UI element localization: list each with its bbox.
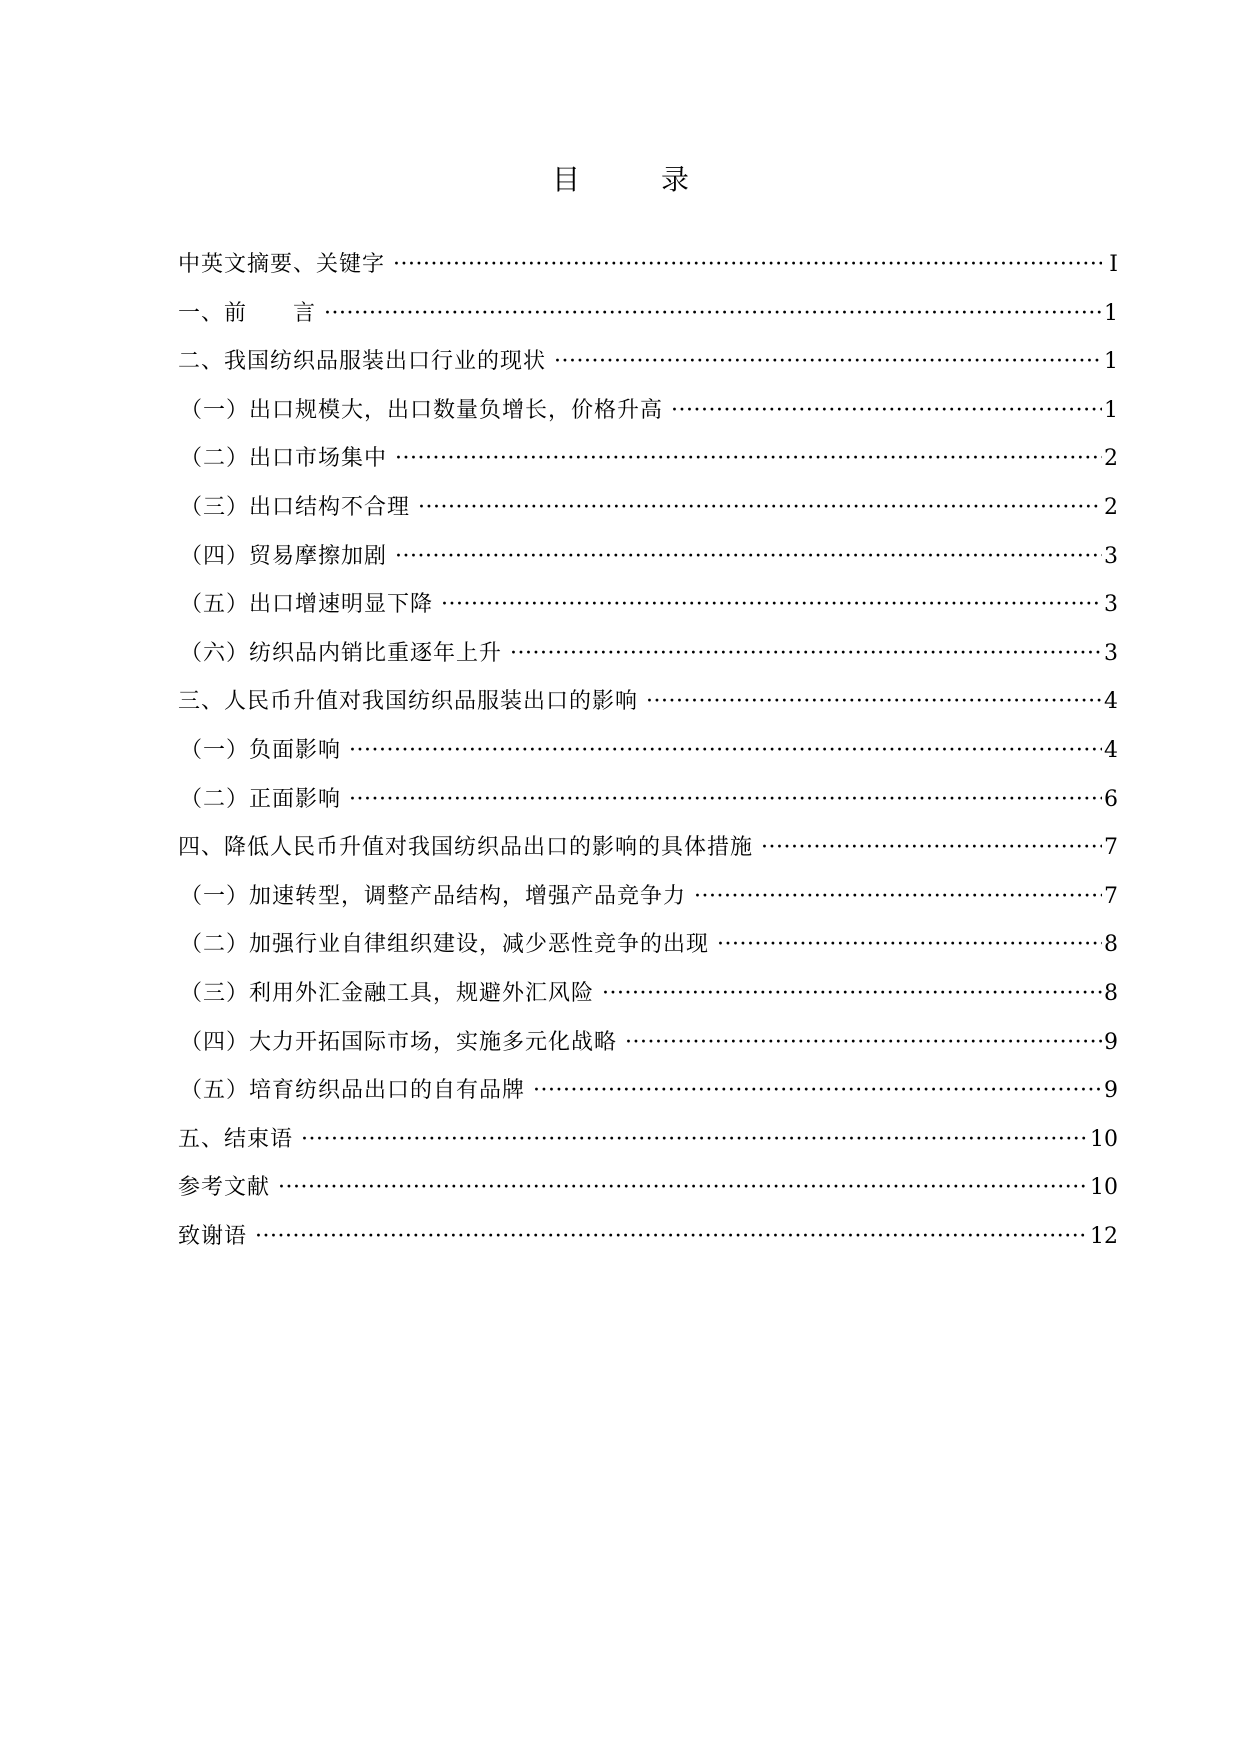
toc-entry-page: 7 — [1104, 835, 1118, 861]
toc-entry-page: 1 — [1104, 397, 1118, 423]
toc-entry-page: I — [1109, 252, 1118, 277]
toc-entry-page: 10 — [1090, 1126, 1118, 1152]
toc-leader-dots — [393, 250, 1102, 280]
toc-entry-section-4-3[interactable] — [178, 979, 1118, 1028]
toc-leader-dots — [671, 396, 1102, 426]
toc-entry-page: 4 — [1104, 689, 1118, 715]
toc-entry-section-4-1[interactable] — [178, 882, 1118, 931]
toc-entry-section-4[interactable] — [178, 833, 1118, 882]
toc-entry-section-3-1[interactable] — [178, 736, 1118, 785]
toc-entry-page: 8 — [1104, 980, 1118, 1006]
toc-entry-page: 3 — [1104, 543, 1118, 569]
toc-entry-label: （二）加强行业自律组织建设，减少恶性竞争的出现 — [180, 932, 710, 958]
toc-entry-section-4-5[interactable] — [178, 1076, 1118, 1125]
toc-leader-dots — [255, 1222, 1088, 1252]
toc-entry-label: （四）贸易摩擦加剧 — [180, 543, 388, 569]
toc-entry-label: （一）加速转型，调整产品结构，增强产品竞争力 — [180, 883, 687, 909]
toc-entry-page: 6 — [1104, 786, 1118, 812]
toc-entry-page: 3 — [1104, 640, 1118, 666]
toc-entry-section-3[interactable] — [178, 687, 1118, 736]
toc-entry-page: 8 — [1104, 932, 1118, 958]
toc-leader-dots — [324, 299, 1102, 329]
toc-entry-label: 二、我国纺织品服装出口行业的现状 — [178, 349, 547, 375]
toc-entry-label: （三）利用外汇金融工具，规避外汇风险 — [180, 980, 595, 1006]
toc-entry-references[interactable] — [178, 1173, 1118, 1222]
toc-leader-dots — [418, 493, 1102, 523]
toc-entry-page: 3 — [1104, 592, 1118, 618]
toc-entry-section-2[interactable] — [178, 347, 1118, 396]
toc-entry-page: 7 — [1104, 883, 1118, 909]
toc-leader-dots — [646, 687, 1102, 717]
toc-entry-page: 10 — [1090, 1175, 1118, 1201]
toc-entry-label: （五）培育纺织品出口的自有品牌 — [180, 1078, 526, 1104]
toc-entry-section-2-5[interactable] — [178, 590, 1118, 639]
toc-leader-dots — [717, 930, 1102, 960]
toc-entry-label: （二）正面影响 — [180, 786, 342, 812]
toc-entry-section-2-3[interactable] — [178, 493, 1118, 542]
toc-entry-section-2-1[interactable] — [178, 396, 1118, 445]
toc-leader-dots — [554, 347, 1102, 377]
toc-entry-page: 2 — [1104, 446, 1118, 472]
toc-entry-section-5[interactable] — [178, 1125, 1118, 1174]
toc-entry-label: 四、降低人民币升值对我国纺织品出口的影响的具体措施 — [178, 835, 754, 861]
toc-entry-page: 9 — [1104, 1029, 1118, 1055]
toc-entry-label: 五、结束语 — [178, 1126, 294, 1152]
toc-leader-dots — [395, 444, 1102, 474]
toc-entry-label: （四）大力开拓国际市场，实施多元化战略 — [180, 1029, 618, 1055]
toc-entry-page: 4 — [1104, 737, 1118, 763]
toc-entry-label: 一、前 言 — [178, 300, 317, 326]
toc-leader-dots — [395, 542, 1102, 572]
toc-leader-dots — [349, 785, 1102, 815]
toc-entry-page: 1 — [1104, 300, 1118, 326]
toc-entry-page: 12 — [1090, 1223, 1118, 1249]
toc-entry-label: 中英文摘要、关键字 — [178, 252, 386, 277]
page-title: 目 录 — [552, 163, 725, 196]
toc-entry-label: （五）出口增速明显下降 — [180, 592, 434, 618]
toc-entry-section-2-6[interactable] — [178, 639, 1118, 688]
toc-entry-preface[interactable] — [178, 299, 1118, 348]
table-of-contents — [178, 250, 1118, 1270]
toc-entry-section-4-4[interactable] — [178, 1028, 1118, 1077]
toc-entry-acknowledgements[interactable] — [178, 1222, 1118, 1271]
toc-entry-label: 致谢语 — [178, 1223, 248, 1249]
toc-leader-dots — [533, 1076, 1102, 1106]
toc-entry-label: （六）纺织品内销比重逐年上升 — [180, 640, 503, 666]
toc-entry-section-4-2[interactable] — [178, 930, 1118, 979]
toc-entry-label: （三）出口结构不合理 — [180, 494, 411, 520]
toc-entry-section-2-2[interactable] — [178, 444, 1118, 493]
toc-entry-label: （二）出口市场集中 — [180, 446, 388, 472]
toc-entry-label: （一）出口规模大，出口数量负增长，价格升高 — [180, 397, 664, 423]
toc-entry-abstract[interactable] — [178, 250, 1118, 299]
toc-entry-page: 9 — [1104, 1078, 1118, 1104]
toc-entry-label: 三、人民币升值对我国纺织品服装出口的影响 — [178, 689, 639, 715]
toc-entry-page: 2 — [1104, 494, 1118, 520]
toc-entry-section-2-4[interactable] — [178, 542, 1118, 591]
toc-leader-dots — [602, 979, 1102, 1009]
toc-entry-label: （一）负面影响 — [180, 737, 342, 763]
toc-leader-dots — [761, 833, 1102, 863]
toc-entry-page: 1 — [1104, 349, 1118, 375]
toc-leader-dots — [625, 1028, 1102, 1058]
toc-leader-dots — [278, 1173, 1088, 1203]
toc-leader-dots — [301, 1125, 1088, 1155]
toc-leader-dots — [441, 590, 1102, 620]
toc-entry-section-3-2[interactable] — [178, 785, 1118, 834]
toc-entry-label: 参考文献 — [178, 1175, 271, 1201]
toc-leader-dots — [694, 882, 1102, 912]
toc-leader-dots — [349, 736, 1102, 766]
toc-leader-dots — [510, 639, 1102, 669]
